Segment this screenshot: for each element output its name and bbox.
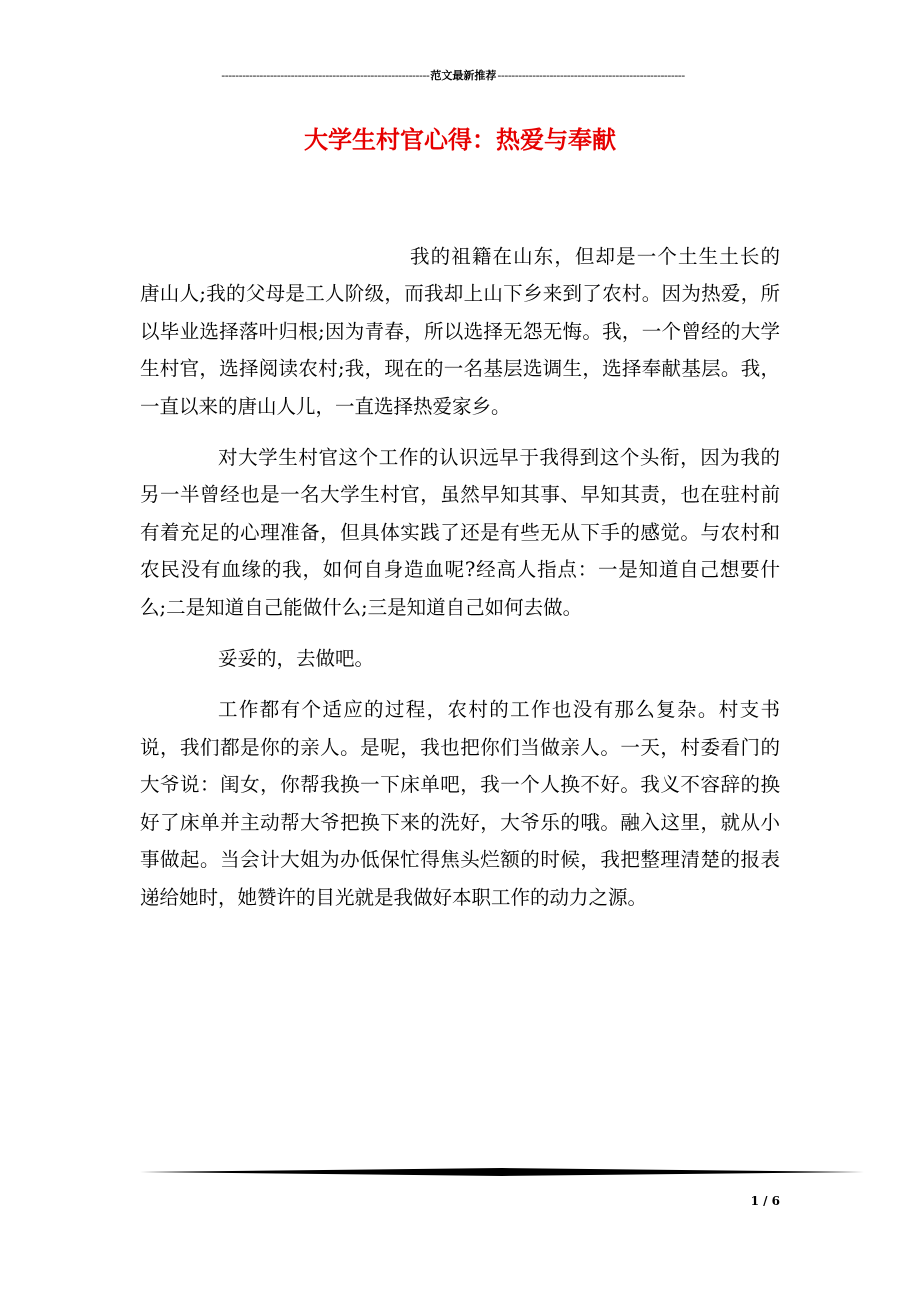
- page-number: 1 / 6: [750, 1194, 780, 1208]
- page-header: [140, 68, 766, 84]
- footer-divider: [140, 1167, 864, 1177]
- header-right-rule: ------------------------------------------------------: [497, 69, 685, 82]
- document-body: [140, 238, 780, 916]
- paragraph-4: 工作都有个适应的过程，农村的工作也没有那么复杂。村支书说，我们都是你的亲人。是呢，我也把你们当做亲人。一天，村委看门的大爷说：闺女，你帮我换一下床单吧，我一个人换不好。我义不容辞的换好了床单并主动帮大爷把换下来的洗好，大爷乐的哦。融入这里，就从小事做起。当会计大姐为办低保忙得焦头烂额的时候，我把整理清楚的报表递给她时，她赞许的目光就是我做好本职工作的动力之源。: [140, 698, 780, 909]
- header-left-rule: ------------------------------------------------------------: [221, 69, 430, 82]
- paragraph-3: 妥妥的，去做吧。: [218, 647, 375, 671]
- paragraph-2: 对大学生村官这个工作的认识远早于我得到这个头衔，因为我的另一半曾经也是一名大学生村官，虽然早知其事、早知其责，也在驻村前有着充足的心理准备，但具体实践了还是有些无从下手的感觉。与农村和农民没有血缘的我，如何自身造血呢?经高人指点：一是知道自己想要什么;二是知道自己能做什么;三是知道自己如何去做。: [140, 446, 780, 619]
- paragraph-1: 我的祖籍在山东，但却是一个土生土长的唐山人;我的父母是工人阶级，而我却上山下乡来到了农村。因为热爱，所以毕业选择落叶归根;因为青春，所以选择无怨无悔。我，一个曾经的大学生村官，选择阅读农村;我，现在的一名基层选调生，选择奉献基层。我，一直以来的唐山人儿，一直选择热爱家乡。: [140, 245, 780, 418]
- document-title: 大学生村官心得：热爱与奉献: [304, 125, 616, 154]
- header-label: 范文最新推荐: [430, 69, 497, 82]
